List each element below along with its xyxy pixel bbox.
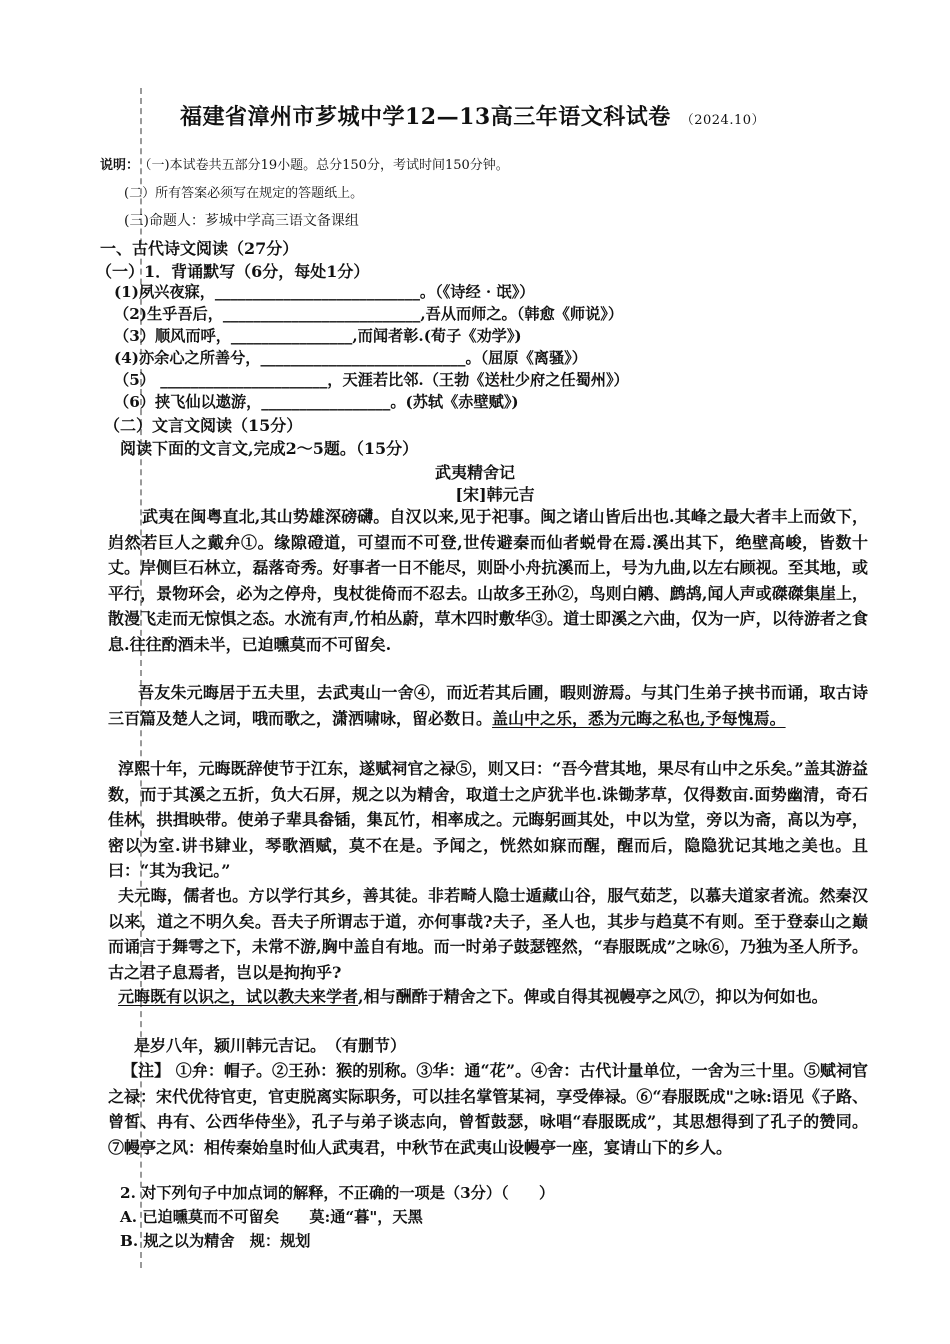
article-title [0, 460, 950, 483]
article-paragraph-2 [108, 680, 868, 731]
note-line-1 [100, 154, 509, 173]
note-label: 说明： [100, 158, 140, 173]
question-2-option-b: B. 规之以为精舍 规：规划 [120, 1232, 311, 1250]
dictation-item-5: （5） ______________________，天涯若比邻.（王勃《送杜少府之任蜀州》） [114, 371, 629, 389]
paragraph-2-text: 吾友朱元晦居于五夫里，去武夷山一舍④，而近若其后圃，暇则游焉。与其门生弟子挟书而诵，取古诗三百篇及楚人之词，哦而歌之，潇洒啸咏，留必数日。 [108, 683, 868, 728]
paragraph-5-text: ,相与酬酢于精舍之下。俾或自得其视幔亭之风⑦，抑以为何如也。 [358, 987, 828, 1006]
subsection-heading-classical: （二）文言文阅读（15分） [104, 416, 303, 435]
paragraph-5-underlined: 元晦既有以识之，试以教夫来学者 [118, 987, 359, 1006]
question-2-stem: 2. 对下列句子中加点词的解释，不正确的一项是（3分）（ ） [120, 1184, 555, 1202]
article-paragraph-4: 夫元晦，儒者也。方以学行其乡，善其徒。非若畸人隐士遁藏山谷，服气茹芝，以慕夫道家者流。然秦汉以来，道之不明久矣。吾夫子所谓志于道，亦何事哉?夫子，圣人也，其步与趋莫不有则。至于登泰山之巅而诵言于舞雩之下，未常不游,胸中盖自有地。而一时弟子鼓瑟铿然，“春服既成”之咏⑥，乃独为圣人所予。古之君子息焉者，岂以是拘拘乎? [108, 886, 868, 982]
dictation-item-6: （6）挟飞仙以遨游，_________________。(苏轼《赤壁赋》) [114, 393, 519, 411]
article-author-text: [宋]韩元吉 [455, 485, 535, 504]
dictation-item-1: (1)夙兴夜寐，___________________________。（《诗经 · 氓》） [114, 283, 535, 301]
dictation-item-3: （3）顺风而呼，________________,而闻者彰.(荀子《劝学》) [114, 327, 522, 345]
article-signature: 是岁八年，颍川韩元吉记。 （有删节） [134, 1036, 407, 1055]
title-text: 福建省漳州市芗城中学12—13高三年语文科试卷 [180, 104, 671, 130]
article-author [0, 482, 950, 505]
article-paragraph-1: 武夷在闽粤直北,其山势雄深磅礴。自汉以来,见于祀事。闽之诸山皆后出也.其峰之最大者丰上而敛下，岿然若巨人之戴弁①。缘隙磴道，可望而不可登,世传避秦而仙者蜕骨在焉.溪出其下，绝壁高峻，皆数十丈。岸侧巨石林立，磊落奇秀。好事者一日不能尽，则卧小舟抗溪而上，号为九曲,以左右顾视。至其地，或平行，景物环会，必为之停舟，曳杖徙倚而不忍去。山故多王孙②，鸟则白鹇、鹧鸪,闻人声或磔磔集崖上，散漫飞走而无惊惧之态。水流有声,竹柏丛蔚，草木四时敷华③。道士即溪之六曲，仅为一庐，以待游者之食息.往往酌酒未半，已迫曛莫而不可留矣. [108, 507, 868, 654]
note-line-2: (二）所有答案必须写在规定的答题纸上。 [124, 186, 364, 201]
article-paragraph-5 [108, 984, 868, 1010]
question-2-option-a: A. 已迫曛莫而不可留矣 莫:通“暮"，天黑 [120, 1208, 423, 1226]
note-text-1: （一)本试卷共五部分19小题。总分150分，考试时间150分钟。 [145, 158, 509, 173]
subsection-heading-dictation: （一）1．背诵默写（6分，每处1分） [96, 262, 370, 281]
reading-instruction: 阅读下面的文言文,完成2～5题。（15分） [120, 439, 419, 458]
title-date: （2024.10） [680, 113, 765, 128]
paragraph-2-underlined: 盖山中之乐，悉为元晦之私也,予每愧焉。 [492, 708, 786, 728]
page-title [180, 100, 765, 131]
article-annotations: 【注】 ①弁：帽子。②王孙：猴的别称。③华：通“花”。④舍：古代计量单位，一舍为三十里。⑤赋祠官之禄：宋代优待官吏，官吏脱离实际职务，可以挂名掌管某祠，享受俸禄。⑥“春服既成"之咏:语见《子路、曾皙、冉有、公西华侍坐》，孔子与弟子谈志向，曾皙鼓瑟，咏唱“春服既成”，其思想得到了孔子的赞同。⑦幔亭之风：相传秦始皇时仙人武夷君，中秋节在武夷山设幔亭一座，宴请山下的乡人。 [108, 1061, 868, 1157]
section-heading-1: 一、古代诗文阅读（27分） [100, 239, 299, 258]
article-title-text: 武夷精舍记 [434, 463, 515, 482]
dictation-item-2: （2)生乎吾后，__________________________,吾从而师之。（韩愈《师说》） [114, 305, 624, 323]
article-paragraph-3: 淳熙十年，元晦既辞使节于江东，遂赋祠官之禄⑤，则又曰：“吾今营其地，果尽有山中之乐矣。”盖其游益数，而于其溪之五折，负大石屏，规之以为精舍，取道士之庐犹半也.诛锄茅草，仅得数亩.面势幽清，奇石佳林，拱揖映带。使弟子辈具畚锸，集瓦竹，相率成之。元晦躬画其处，中以为堂，旁以为斋，高以为亭，密以为室.讲书肄业，琴歌酒赋，莫不在是。予闻之，恍然如寐而醒，醒而后，隐隐犹记其地之美也。且曰：“其为我记。” [108, 759, 868, 880]
dictation-item-4: (4)亦余心之所善兮，___________________________。（屈原《离骚》） [114, 349, 587, 367]
note-line-3: (三)命题人：芗城中学高三语文备课组 [124, 213, 359, 229]
